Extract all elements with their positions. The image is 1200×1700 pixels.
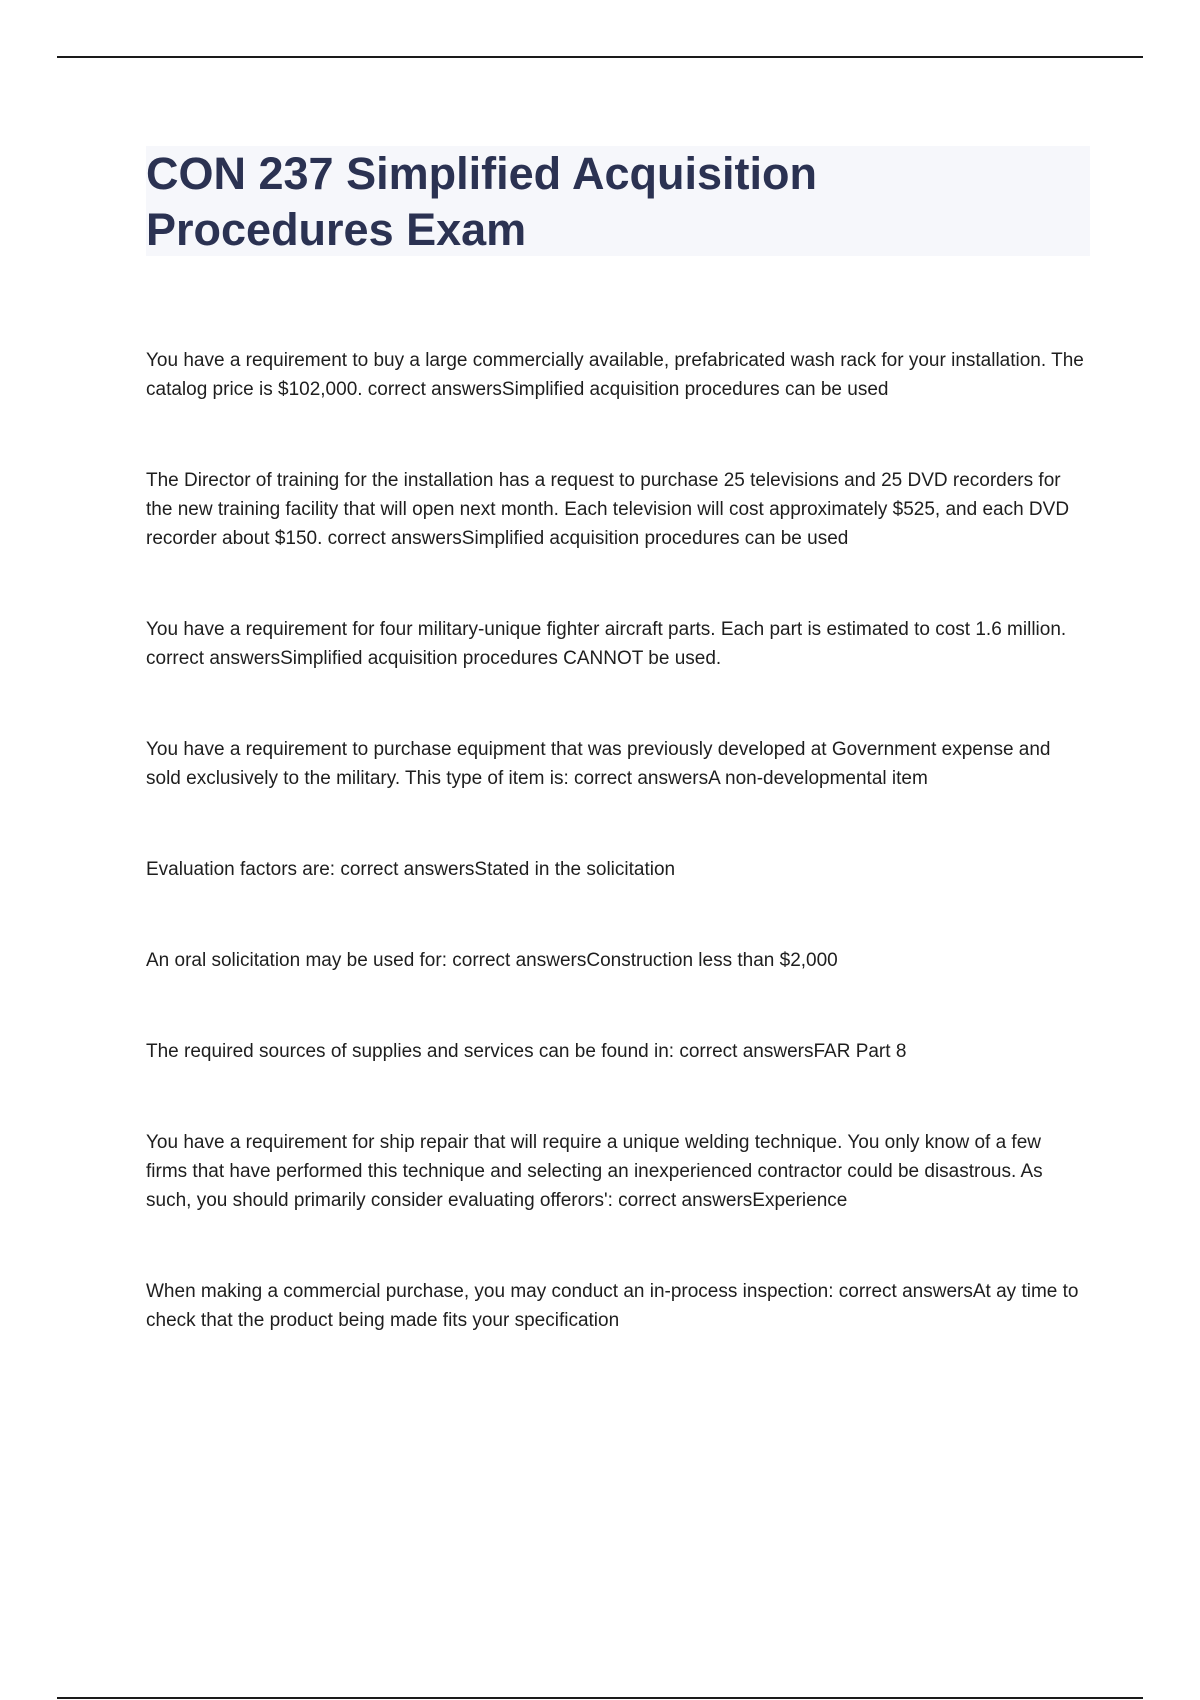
question-item-2: The Director of training for the installation has a request to purchase 25 televisions and 25 DVD recorders for the new training facility that will open next month. Each television will cost approximately $525, and each DVD recorder about $150. correct answersSimplified acquisition procedures can be used xyxy=(146,470,1070,549)
question-item-1: You have a requirement to buy a large commercially available, prefabricated wash rack for your installation. The catalog price is $102,000. correct answersSimplified acquisition procedures can be used xyxy=(146,350,1084,400)
question-item-6: An oral solicitation may be used for: correct answersConstruction less than $2,000 xyxy=(146,950,838,971)
question-item-5: Evaluation factors are: correct answersStated in the solicitation xyxy=(146,859,676,880)
question-item-8: You have a requirement for ship repair that will require a unique welding technique. You only know of a few firms that have performed this technique and selecting an inexperienced contractor could be disastrous. As such, you should primarily consider evaluating offerors': correct answersExperience xyxy=(146,1132,1043,1211)
top-rule xyxy=(57,56,1143,58)
question-item-9: When making a commercial purchase, you may conduct an in-process inspection: correct answersAt ay time to check that the product being made fits your specification xyxy=(146,1281,1079,1331)
question-item-7: The required sources of supplies and services can be found in: correct answersFAR Part 8 xyxy=(146,1041,907,1062)
question-item-4: You have a requirement to purchase equipment that was previously developed at Government expense and sold exclusively to the military. This type of item is: correct answersA non-developmental item xyxy=(146,739,1051,789)
question-item-3: You have a requirement for four military-unique fighter aircraft parts. Each part is estimated to cost 1.6 million. correct answersSimplified acquisition procedures CANNOT be used. xyxy=(146,619,1067,669)
page-title: CON 237 Simplified Acquisition Procedures Exam xyxy=(146,148,817,255)
question-list xyxy=(146,346,1086,1337)
title-banner xyxy=(146,146,1090,256)
bottom-rule xyxy=(57,1697,1143,1699)
